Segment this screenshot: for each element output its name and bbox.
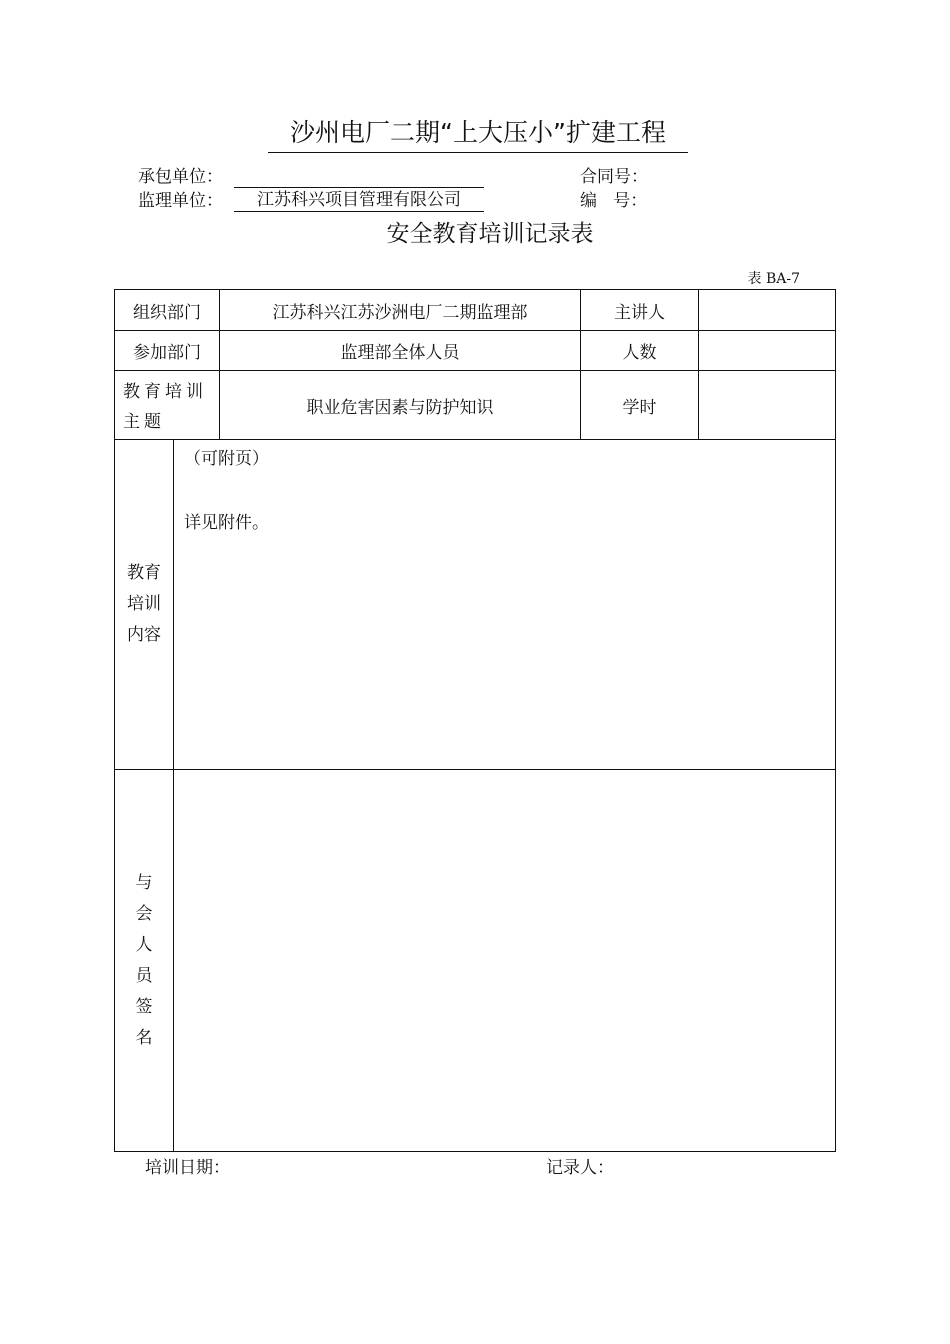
project-title: 沙州电厂二期“上大压小”扩建工程 <box>268 116 688 153</box>
lecturer-value[interactable] <box>699 290 835 330</box>
supervisor-label: 监理单位： <box>138 191 223 211</box>
org-value[interactable]: 江苏科兴江苏沙洲电厂二期监理部 <box>220 290 581 330</box>
serial-no-label: 编 号： <box>580 191 648 211</box>
count-value[interactable] <box>699 331 835 370</box>
row-content <box>115 440 835 770</box>
content-label <box>115 440 174 769</box>
content-label-line: 教育 <box>127 563 161 583</box>
lecturer-label: 主讲人 <box>581 290 699 330</box>
form-title: 安全教育培训记录表 <box>386 221 594 247</box>
contractor-field[interactable] <box>234 165 484 188</box>
contract-no-label: 合同号： <box>580 167 648 187</box>
training-date-label: 培训日期： <box>145 1158 230 1178</box>
form-code: 表 BA-7 <box>747 271 800 287</box>
topic-label: 教育培训主题 <box>115 371 220 439</box>
participants-label: 参加部门 <box>115 331 220 370</box>
sign-label-char: 签 <box>135 996 153 1017</box>
contractor-label: 承包单位： <box>138 167 223 187</box>
topic-value[interactable]: 职业危害因素与防护知识 <box>220 371 581 439</box>
sign-label-char: 名 <box>135 1027 153 1048</box>
count-label: 人数 <box>581 331 699 370</box>
signature-area[interactable] <box>174 770 835 1151</box>
content-label-line: 内容 <box>127 625 161 645</box>
recorder-label: 记录人： <box>546 1158 614 1178</box>
content-text: 详见附件。 <box>184 513 269 533</box>
supervisor-field[interactable]: 江苏科兴项目管理有限公司 <box>234 189 484 212</box>
row-signatures <box>115 770 835 1151</box>
attachment-note: （可附页） <box>184 449 269 469</box>
content-area[interactable] <box>174 440 835 769</box>
sign-label-char: 会 <box>135 903 153 924</box>
org-label: 组织部门 <box>115 290 220 330</box>
row-topic <box>115 371 835 440</box>
row-participants <box>115 331 835 371</box>
sign-label-char: 员 <box>135 965 153 986</box>
sign-label <box>115 770 174 1151</box>
training-record-table <box>114 289 836 1152</box>
hours-value[interactable] <box>699 371 835 439</box>
hours-label: 学时 <box>581 371 699 439</box>
participants-value[interactable]: 监理部全体人员 <box>220 331 581 370</box>
sign-label-char: 人 <box>135 934 153 955</box>
row-organizer <box>115 290 835 331</box>
content-label-line: 培训 <box>127 594 161 614</box>
sign-label-char: 与 <box>135 872 153 893</box>
